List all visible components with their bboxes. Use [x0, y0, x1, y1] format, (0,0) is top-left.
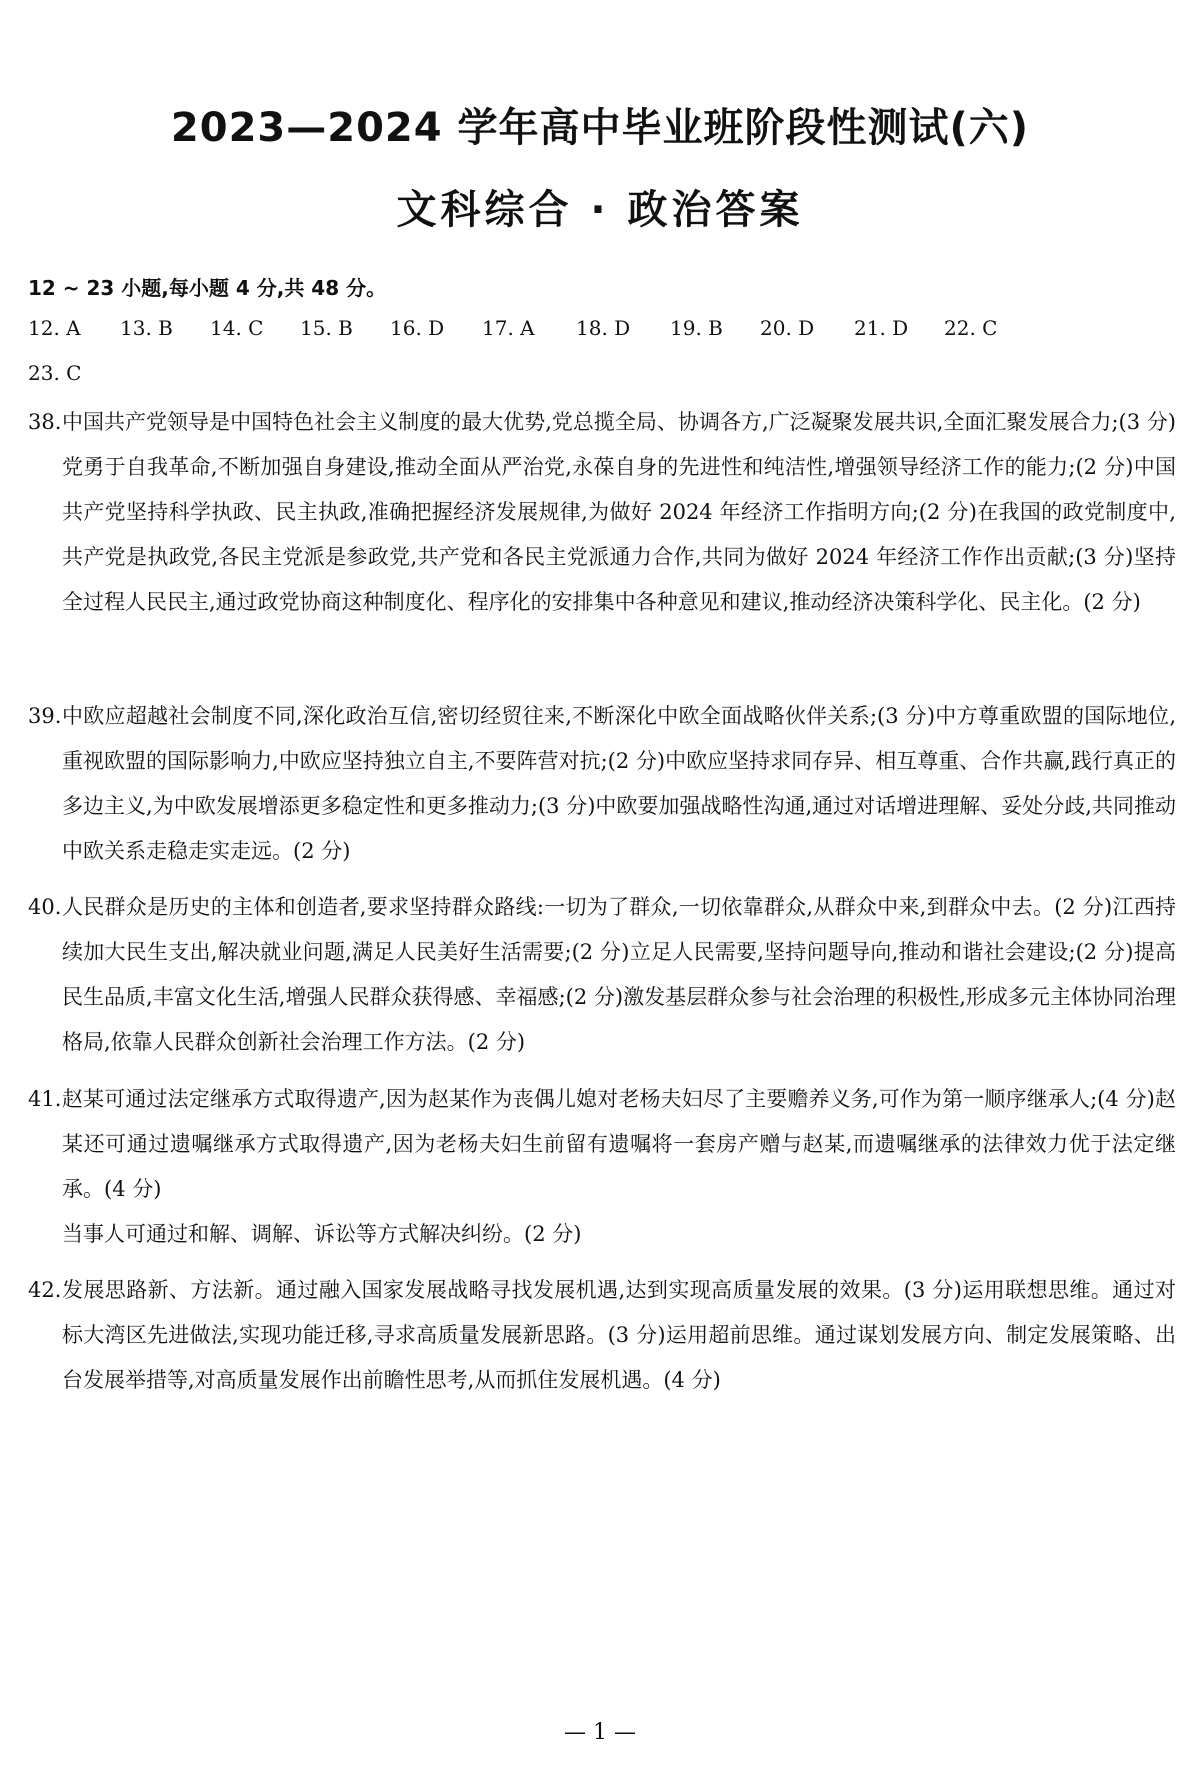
- choice-answer: 12. A: [28, 316, 81, 340]
- choice-answer: 18. D: [576, 316, 631, 340]
- choice-answer: 14. C: [210, 316, 264, 340]
- choice-answer: 22. C: [944, 316, 998, 340]
- question-extra-text: 当事人可通过和解、调解、诉讼等方式解决纠纷。(2 分): [62, 1222, 582, 1246]
- choice-answer: 17. A: [482, 316, 535, 340]
- choice-answer: 15. B: [300, 316, 353, 340]
- choice-answer: 20. D: [760, 316, 815, 340]
- page-title: 2023—2024 学年高中毕业班阶段性测试(六): [170, 105, 1030, 151]
- question-39: [28, 694, 1176, 874]
- choice-answer: 16. D: [390, 316, 445, 340]
- question-answer-text: 发展思路新、方法新。通过融入国家发展战略寻找发展机遇,达到实现高质量发展的效果。(3 分)运用联想思维。通过对标大湾区先进做法,实现功能迁移,寻求高质量发展新思路。(3 分)运用超前思维。通过谋划发展方向、制定发展策略、出台发展举措等,对高质量发展作出前瞻性思考,从而抓住发展机遇。(4 分): [62, 1278, 1176, 1392]
- choice-answers-row: [28, 316, 1188, 356]
- question-answer-text: 人民群众是历史的主体和创造者,要求坚持群众路线:一切为了群众,一切依靠群众,从群众中来,到群众中去。(2 分)江西持续加大民生支出,解决就业问题,满足人民美好生活需要;(2 分)立足人民需要,坚持问题导向,推动和谐社会建设;(2 分)提高民生品质,丰富文化生活,增强人民群众获得感、幸福感;(2 分)激发基层群众参与社会治理的积极性,形成多元主体协同治理格局,依靠人民群众创新社会治理工作方法。(2 分): [62, 895, 1176, 1054]
- page-number: — 1 —: [564, 1720, 636, 1745]
- choice-answer: 13. B: [120, 316, 173, 340]
- question-number: 41.: [28, 1087, 62, 1111]
- question-number: 42.: [28, 1278, 62, 1302]
- question-number: 38.: [28, 410, 62, 434]
- question-40: [28, 885, 1176, 1065]
- question-answer-text: 赵某可通过法定继承方式取得遗产,因为赵某作为丧偶儿媳对老杨夫妇尽了主要赡养义务,可作为第一顺序继承人;(4 分)赵某还可通过遗嘱继承方式取得遗产,因为老杨夫妇生前留有遗嘱将一套房产赠与赵某,而遗嘱继承的法律效力优于法定继承。(4 分): [62, 1087, 1176, 1201]
- question-answer-text: 中欧应超越社会制度不同,深化政治互信,密切经贸往来,不断深化中欧全面战略伙伴关系;(3 分)中方尊重欧盟的国际地位,重视欧盟的国际影响力,中欧应坚持独立自主,不要阵营对抗;(2 分)中欧应坚持求同存异、相互尊重、合作共赢,践行真正的多边主义,为中欧发展增添更多稳定性和更多推动力;(3 分)中欧要加强战略性沟通,通过对话增进理解、妥处分歧,共同推动中欧关系走稳走实走远。(2 分): [62, 704, 1176, 863]
- choice-answer: 21. D: [854, 316, 909, 340]
- question-answer-text: 中国共产党领导是中国特色社会主义制度的最大优势,党总揽全局、协调各方,广泛凝聚发展共识,全面汇聚发展合力;(3 分)党勇于自我革命,不断加强自身建设,推动全面从严治党,永葆自身的先进性和纯洁性,增强领导经济工作的能力;(2 分)中国共产党坚持科学执政、民主执政,准确把握经济发展规律,为做好 2024 年经济工作指明方向;(2 分)在我国的政党制度中,共产党是执政党,各民主党派是参政党,共产党和各民主党派通力合作,共同为做好 2024 年经济工作作出贡献;(3 分)坚持全过程人民民主,通过政党协商这种制度化、程序化的安排集中各种意见和建议,推动经济决策科学化、民主化。(2 分): [62, 410, 1177, 614]
- question-number: 40.: [28, 895, 62, 919]
- question-38: [28, 400, 1176, 625]
- question-number: 39.: [28, 704, 62, 728]
- choice-answer: 19. B: [670, 316, 723, 340]
- question-42: [28, 1268, 1176, 1403]
- choice-answer: 23. C: [28, 361, 82, 385]
- choice-intro: 12 ~ 23 小题,每小题 4 分,共 48 分。: [28, 276, 387, 300]
- page-subtitle: 文科综合 · 政治答案: [396, 187, 804, 233]
- question-41: [28, 1077, 1176, 1257]
